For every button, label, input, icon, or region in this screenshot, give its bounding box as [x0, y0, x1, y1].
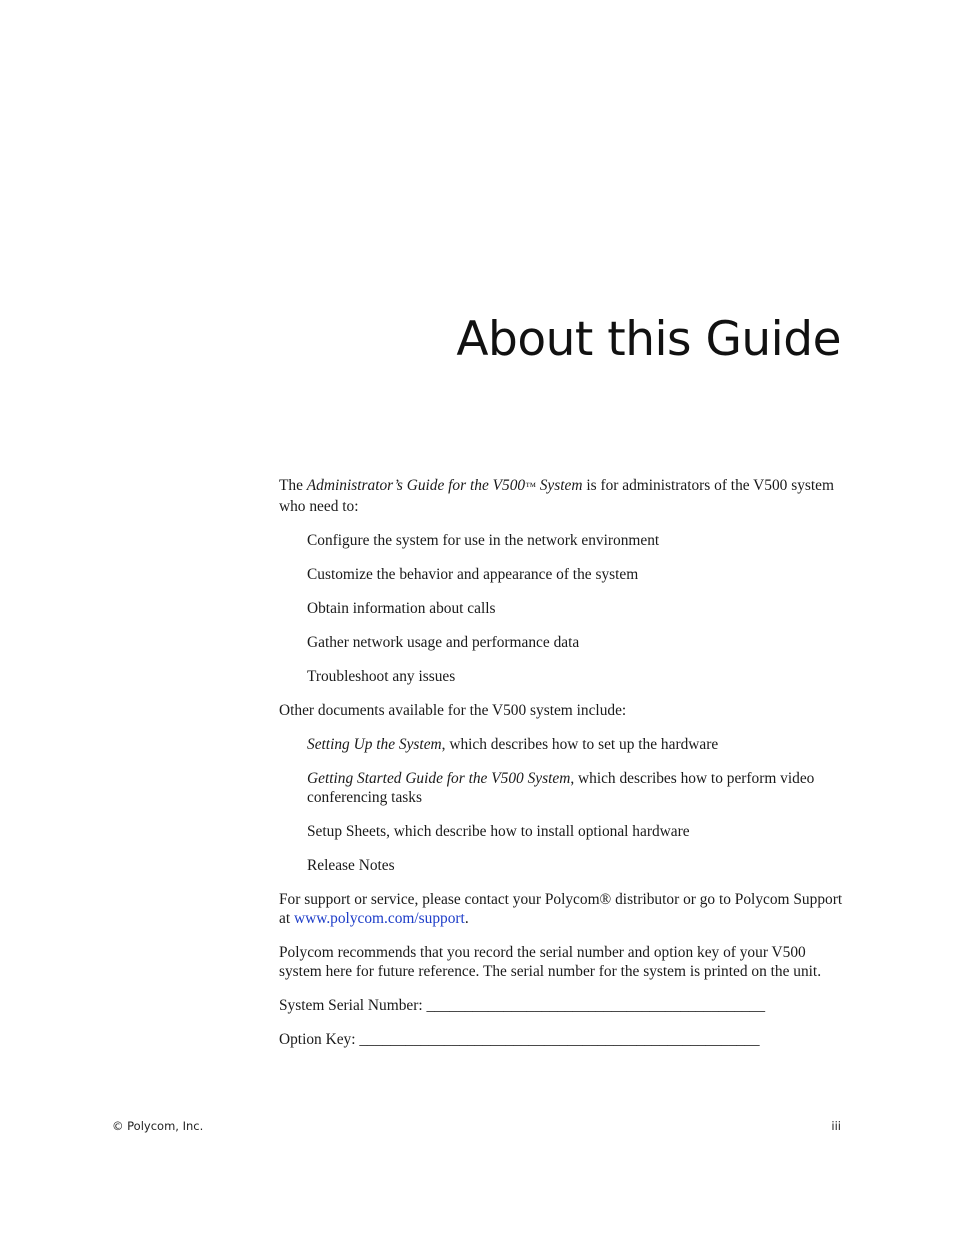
intro-lead: The	[279, 477, 307, 494]
footer-page-number: iii	[831, 1119, 841, 1133]
guide-body	[279, 476, 844, 1064]
doc-title: Setting Up the System	[307, 736, 442, 753]
doc-description: Setup Sheets, which describe how to install optional hardware	[307, 823, 690, 840]
recommend-paragraph: Polycom recommends that you record the serial number and option key of your V500 system here for future reference. The serial number for the system is printed on the unit.	[279, 944, 822, 980]
support-paragraph	[279, 890, 844, 928]
list-item: Customize the behavior and appearance of the system	[307, 566, 639, 583]
doc-item	[307, 822, 844, 841]
serial-number-field: System Serial Number: ____________________________________________	[279, 997, 766, 1014]
page-title: About this Guide	[456, 312, 841, 367]
list-item: Troubleshoot any issues	[307, 668, 456, 685]
option-key-field: Option Key: ____________________________________________________	[279, 1031, 760, 1048]
support-link[interactable]: www.polycom.com/support	[293, 910, 465, 927]
support-text: For support or service, please contact your Polycom® distributor or go to Polycom Support at	[279, 891, 843, 927]
guide-title-text: Administrator’s Guide for the V500	[306, 477, 526, 494]
list-item: Gather network usage and performance data	[307, 634, 580, 651]
trademark-symbol: ™	[525, 481, 536, 493]
doc-description: , which describes how to set up the hardware	[441, 736, 719, 753]
doc-description: Release Notes	[307, 857, 395, 874]
intro-rest: is for administrators of the V500 system who need to:	[279, 477, 834, 515]
list-item: Configure the system for use in the network environment	[307, 532, 660, 549]
doc-title: Getting Started Guide for the V500 System	[307, 770, 571, 787]
doc-description: , which describes how to perform video conferencing tasks	[307, 770, 815, 806]
doc-item	[307, 735, 844, 754]
doc-item	[307, 769, 844, 807]
guide-title	[307, 477, 583, 494]
other-docs-heading: Other documents available for the V500 system include:	[279, 702, 627, 719]
support-period: .	[464, 910, 469, 927]
footer-copyright: © Polycom, Inc.	[112, 1119, 204, 1133]
list-item: Obtain information about calls	[307, 600, 496, 617]
guide-title-tail: System	[535, 477, 583, 494]
doc-item	[307, 856, 844, 875]
intro-paragraph	[279, 476, 844, 516]
